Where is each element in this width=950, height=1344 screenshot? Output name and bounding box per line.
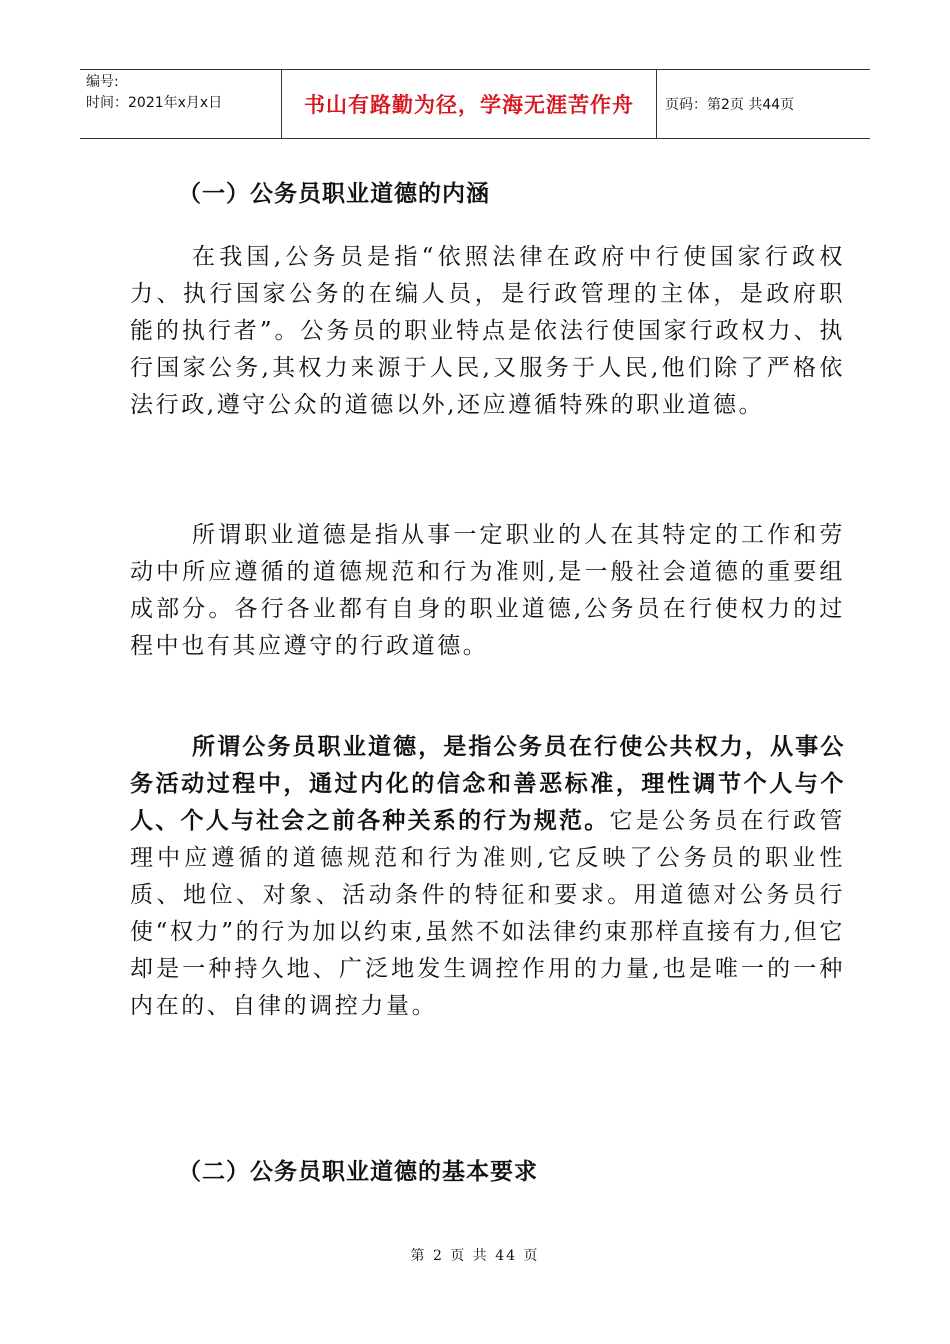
header-meta-cell xyxy=(80,70,282,138)
paragraph-3-emphasis: 所谓公务员职业道德，是指公务员在行使公共权力，从事公务活动过程中，通过内化的信念和善恶标准，理性调节个人与个人、个人与社会之前各种关系的行为规范。 xyxy=(130,734,845,834)
page-footer: 第 2 页 共 44 页 xyxy=(410,1248,540,1264)
date-label: 时间：2021年x月x日 xyxy=(86,95,223,111)
paragraph-3 xyxy=(130,729,845,1025)
page-info: 页码：第2页 共44页 xyxy=(665,97,795,113)
paragraph-2: 所谓职业道德是指从事一定职业的人在其特定的工作和劳动中所应遵循的道德规范和行为准则,是一般社会道德的重要组成部分。各行各业都有自身的职业道德,公务员在行使权力的过程中也有其应遵守的行政道德。 xyxy=(130,522,845,659)
header-page-cell xyxy=(657,70,870,138)
motto-text: 书山有路勤为径，学海无涯苦作舟 xyxy=(304,93,634,117)
section-heading-2: （二）公务员职业道德的基本要求 xyxy=(178,1159,538,1185)
paragraph-1: 在我国,公务员是指“依照法律在政府中行使国家行政权力、执行国家公务的在编人员，是行政管理的主体，是政府职能的执行者”。公务员的职业特点是依法行使国家行政权力、执行国家公务,其权力来源于人民,又服务于人民,他们除了严格依法行政,遵守公众的道德以外,还应遵循特殊的职业道德。 xyxy=(130,244,845,418)
section-heading-1: （一）公务员职业道德的内涵 xyxy=(178,181,490,207)
header-motto-cell xyxy=(282,70,657,138)
document-header xyxy=(80,69,870,139)
number-label: 编号: xyxy=(86,74,119,90)
paragraph-3-body: 它是公务员在行政管理中应遵循的道德规范和行为准则,它反映了公务员的职业性质、地位、对象、活动条件的特征和要求。用道德对公务员行使“权力”的行为加以约束,虽然不如法律约束那样直接有力,但它却是一种持久地、广泛地发生调控作用的力量,也是唯一的一种内在的、自律的调控力量。 xyxy=(130,808,845,1019)
